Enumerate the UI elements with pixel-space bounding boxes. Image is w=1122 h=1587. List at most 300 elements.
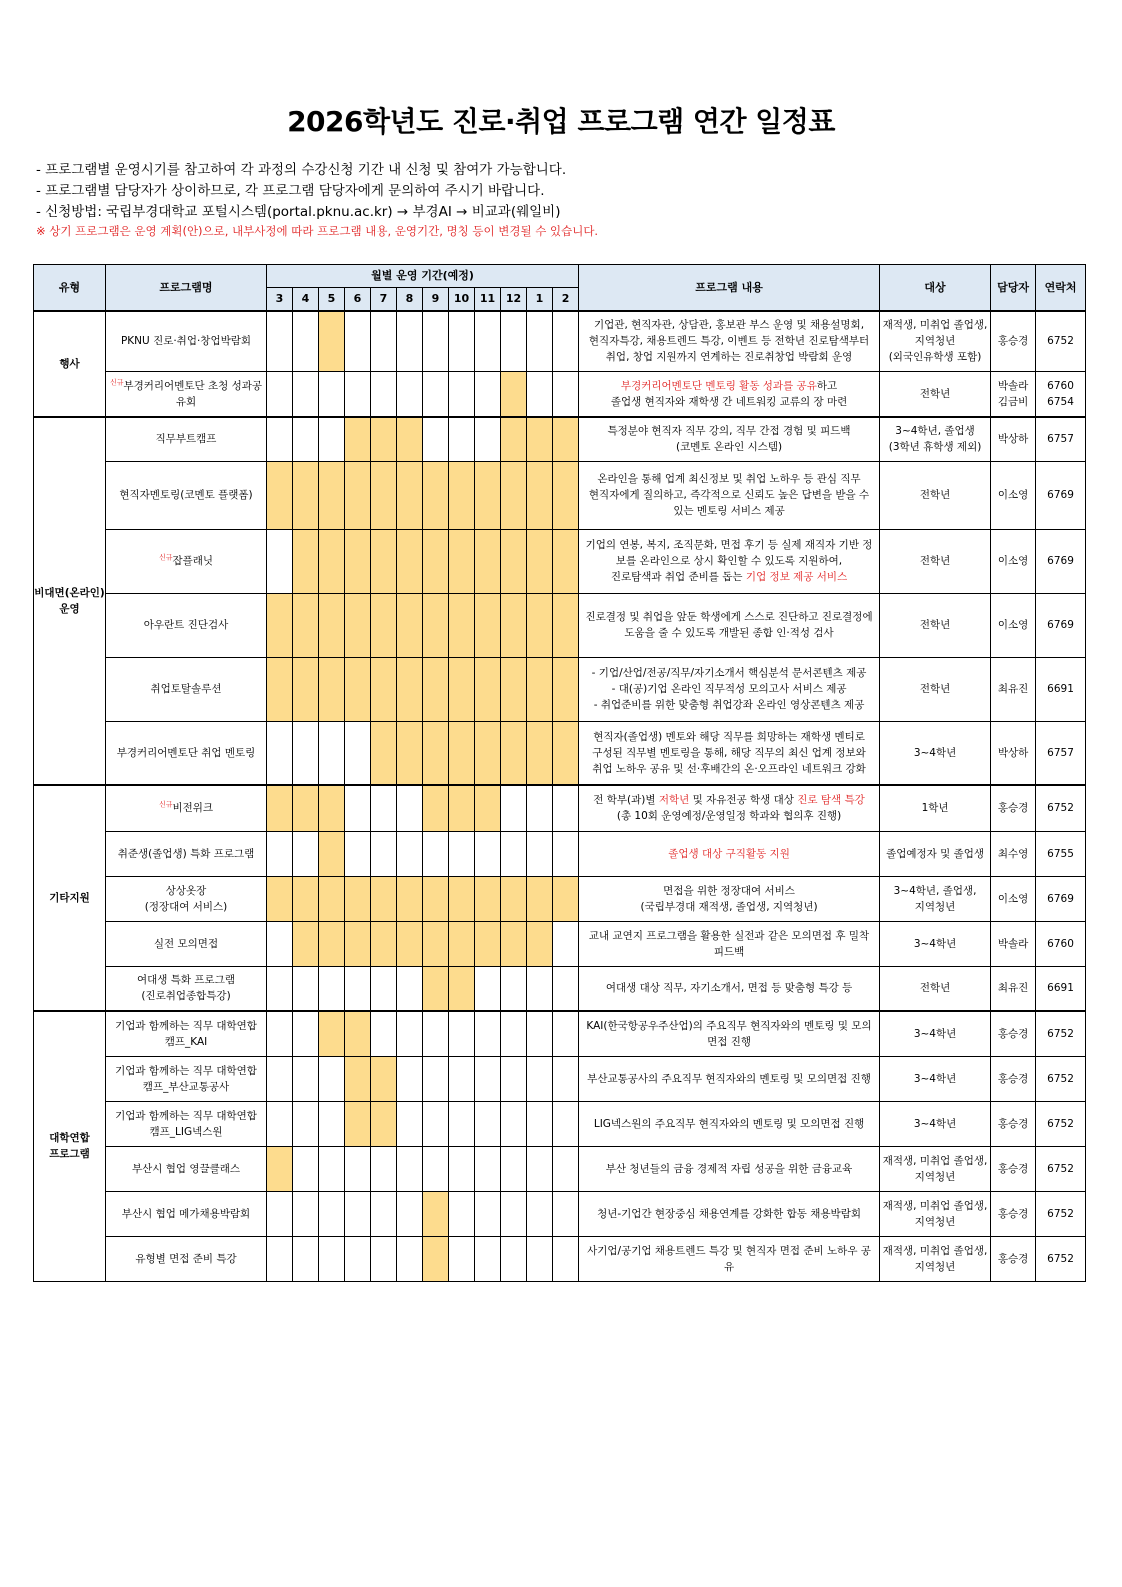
manager-cell [991,831,1036,876]
table-row [34,966,1086,1011]
month-cell-1 [527,1236,553,1281]
contact-cell [1036,311,1086,371]
month-cell-12 [501,876,527,921]
month-header-10: 10 [449,288,475,312]
program-content-cell [579,1011,880,1056]
contact-text: 6752 [1047,1027,1074,1040]
month-cell-6 [345,1101,371,1146]
month-cell-10 [449,785,475,831]
target-cell [880,921,991,966]
month-cell-10 [449,966,475,1011]
month-cell-9 [423,1101,449,1146]
manager-cell [991,876,1036,921]
month-cell-4 [293,311,319,371]
month-cell-5 [319,371,345,417]
program-name: 기업과 함께하는 직무 대학연합 [115,1109,257,1122]
contact-cell [1036,657,1086,721]
month-header-8: 8 [397,288,423,312]
manager-text: 박상하 [997,433,1029,446]
month-cell-11 [475,1236,501,1281]
month-cell-1 [527,657,553,721]
manager-cell [991,311,1036,371]
program-content-cell [579,593,880,657]
table-row [34,529,1086,593]
header-type: 유형 [34,265,106,312]
program-content-cell [579,785,880,831]
month-header-1: 1 [527,288,553,312]
manager-cell [991,1191,1036,1236]
contact-text: 6769 [1047,555,1074,567]
program-name: 기업과 함께하는 직무 대학연합 [115,1064,257,1077]
content-text: 구성된 직무별 멘토링을 통해, 해당 직무의 최신 업계 정보와 [592,746,866,759]
manager-text: 홍승경 [997,802,1029,815]
month-cell-4 [293,593,319,657]
month-cell-4 [293,1056,319,1101]
program-name-cell [106,966,267,1011]
month-cell-11 [475,966,501,1011]
month-cell-12 [501,311,527,371]
month-cell-3 [267,876,293,921]
table-row [34,785,1086,831]
contact-cell [1036,1056,1086,1101]
month-cell-1 [527,461,553,529]
month-cell-2 [553,1191,579,1236]
table-row [34,1101,1086,1146]
month-cell-6 [345,1011,371,1056]
month-cell-1 [527,831,553,876]
manager-text: 이소영 [997,489,1029,501]
target-text: (외국인유학생 포함) [888,351,982,364]
program-name: 비전위크 [172,802,214,815]
month-cell-7 [371,1056,397,1101]
program-name: 취준생(졸업생) 특화 프로그램 [117,847,255,860]
month-cell-1 [527,529,553,593]
program-name: 아우란트 진단검사 [143,619,229,631]
target-text: 전학년 [919,489,951,501]
month-cell-7 [371,876,397,921]
month-cell-8 [397,461,423,529]
manager-cell [991,529,1036,593]
month-cell-7 [371,1011,397,1056]
manager-cell [991,921,1036,966]
month-cell-12 [501,921,527,966]
month-cell-6 [345,461,371,529]
contact-cell [1036,921,1086,966]
contact-text: 6752 [1047,1117,1074,1130]
month-cell-12 [501,1191,527,1236]
contact-text: 6752 [1047,802,1074,815]
month-cell-9 [423,721,449,785]
program-content-cell [579,1056,880,1101]
manager-text: 홍승경 [997,1072,1029,1085]
manager-text: 박솔라 [997,937,1029,950]
contact-cell [1036,593,1086,657]
target-text: 재적생, 미취업 졸업생, [882,1199,988,1212]
month-cell-2 [553,785,579,831]
month-cell-9 [423,921,449,966]
month-cell-11 [475,593,501,657]
program-content-cell [579,921,880,966]
program-name: (진로취업종합특강) [141,990,231,1003]
target-text: 지역청년 [914,1260,956,1273]
contact-cell [1036,529,1086,593]
month-cell-11 [475,529,501,593]
month-cell-8 [397,593,423,657]
type-label: 행사 [59,358,80,370]
table-row [34,1191,1086,1236]
manager-cell [991,593,1036,657]
month-cell-4 [293,1236,319,1281]
month-cell-7 [371,371,397,417]
manager-text: 최수영 [997,847,1029,860]
manager-text: 홍승경 [997,1162,1029,1175]
content-text: (코멘토 온라인 시스템) [675,441,783,454]
new-badge: 신규 [158,800,173,809]
target-cell [880,1236,991,1281]
program-name-cell [106,1236,267,1281]
target-text: 지역청년 [914,1170,956,1183]
manager-text: 박상하 [997,746,1029,759]
table-row [34,461,1086,529]
month-cell-9 [423,876,449,921]
content-text: 취업, 창업 지원까지 연계하는 진로취창업 박람회 운영 [605,351,853,364]
month-cell-5 [319,461,345,529]
content-text: KAI(한국항공우주산업)의 주요직무 현직자와의 멘토링 및 모의 [586,1019,872,1032]
program-content-cell [579,876,880,921]
month-cell-6 [345,593,371,657]
month-cell-11 [475,1056,501,1101]
type-label: 기타지원 [49,892,90,904]
month-cell-12 [501,461,527,529]
month-cell-8 [397,966,423,1011]
contact-cell [1036,1011,1086,1056]
content-text: (총 10회 운영예정/운영일정 학과와 협의후 진행) [616,810,842,823]
month-cell-6 [345,785,371,831]
note-1: - 프로그램별 운영시기를 참고하여 각 과정의 수강신청 기간 내 신청 및 참여가 가능합니다. [36,162,567,178]
month-cell-10 [449,1101,475,1146]
month-cell-2 [553,1146,579,1191]
type-label: 비대면(온라인) [34,587,105,599]
month-cell-9 [423,311,449,371]
manager-text: 홍승경 [997,1117,1029,1130]
content-text: 특정분야 현직자 직무 강의, 직무 간접 경험 및 피드백 [607,425,851,438]
program-name: 유형별 면접 준비 특강 [135,1252,237,1265]
month-cell-9 [423,1146,449,1191]
content-text: - 기업/산업/전공/직무/자기소개서 핵심분석 문서콘텐츠 제공 [591,667,867,679]
month-cell-5 [319,1011,345,1056]
program-name: 여대생 특화 프로그램 [137,974,235,987]
target-cell [880,657,991,721]
content-text: 보를 온라인으로 상시 확인할 수 있도록 지원하여, [615,555,843,567]
month-cell-4 [293,721,319,785]
month-cell-9 [423,1056,449,1101]
month-cell-9 [423,417,449,461]
manager-text: 이소영 [997,555,1029,567]
month-cell-6 [345,831,371,876]
month-cell-8 [397,921,423,966]
note-2: - 프로그램별 담당자가 상이하므로, 각 프로그램 담당자에게 문의하여 주시기 바랍니다. [36,183,545,199]
month-cell-10 [449,1146,475,1191]
program-name: 취업토탈솔루션 [150,683,222,695]
program-name: 직무부트캠프 [155,433,217,446]
type-cell [34,311,106,417]
contact-cell [1036,876,1086,921]
month-cell-10 [449,1236,475,1281]
month-cell-12 [501,529,527,593]
table-row [34,1011,1086,1056]
month-cell-4 [293,831,319,876]
month-cell-12 [501,966,527,1011]
month-cell-5 [319,1146,345,1191]
highlight-text: 졸업생 대상 구직활동 지원 [668,847,790,860]
program-content-cell [579,461,880,529]
month-cell-11 [475,371,501,417]
contact-cell [1036,1236,1086,1281]
month-cell-2 [553,657,579,721]
target-text: 전학년 [919,683,951,695]
month-cell-3 [267,921,293,966]
month-cell-1 [527,876,553,921]
month-cell-4 [293,1101,319,1146]
month-cell-1 [527,593,553,657]
month-cell-10 [449,1056,475,1101]
type-cell [34,1011,106,1281]
manager-text: 박솔라 [997,379,1029,392]
month-cell-4 [293,966,319,1011]
program-name-cell [106,876,267,921]
table-row [34,593,1086,657]
month-cell-2 [553,593,579,657]
month-header-9: 9 [423,288,449,312]
month-cell-12 [501,1236,527,1281]
target-cell [880,461,991,529]
manager-text: 홍승경 [997,1027,1029,1040]
target-cell [880,1101,991,1146]
month-cell-10 [449,461,475,529]
month-cell-10 [449,831,475,876]
target-text: 3~4학년, 졸업생 [895,425,975,438]
content-text: 사기업/공기업 채용트렌드 특강 및 현직자 면접 준비 노하우 공 [587,1244,871,1257]
month-cell-11 [475,921,501,966]
manager-text: 홍승경 [997,1207,1029,1220]
new-badge: 신규 [109,378,124,387]
month-cell-9 [423,529,449,593]
month-cell-10 [449,721,475,785]
manager-cell [991,461,1036,529]
type-label: 운영 [59,603,80,615]
month-cell-6 [345,529,371,593]
header-manager: 담당자 [991,265,1036,312]
program-name-cell [106,1056,267,1101]
header-target: 대상 [880,265,991,312]
month-cell-5 [319,593,345,657]
target-cell [880,721,991,785]
contact-text: 6752 [1047,1207,1074,1220]
manager-cell [991,1056,1036,1101]
month-cell-3 [267,1011,293,1056]
month-cell-10 [449,371,475,417]
manager-cell [991,657,1036,721]
month-header-2: 2 [553,288,579,312]
month-cell-3 [267,593,293,657]
month-cell-5 [319,1191,345,1236]
month-cell-6 [345,966,371,1011]
program-name-cell [106,1011,267,1056]
contact-text: 6752 [1047,1072,1074,1085]
highlight-text: 부경커리어멘토단 멘토링 활동 성과를 공유 [620,379,817,392]
type-cell [34,785,106,1011]
target-text: 지역청년 [914,1215,956,1228]
target-text: 3~4학년, 졸업생, [893,884,977,897]
month-cell-2 [553,921,579,966]
month-cell-9 [423,1191,449,1236]
warning-note: ※ 상기 프로그램은 운영 계획(안)으로, 내부사정에 따라 프로그램 내용, 운영기간, 명칭 등이 변경될 수 있습니다. [36,224,599,238]
header-program-name: 프로그램명 [106,265,267,312]
manager-text: 최유진 [997,982,1029,995]
table-row [34,1056,1086,1101]
month-cell-8 [397,1011,423,1056]
target-text: (3학년 휴학생 제외) [888,441,982,454]
note-3: - 신청방법: 국립부경대학교 포털시스템(portal.pknu.ac.kr) → 부경AI → 비교과(웨일비) [36,204,561,220]
target-cell [880,966,991,1011]
program-content-cell [579,966,880,1011]
program-content-cell [579,529,880,593]
month-cell-1 [527,1011,553,1056]
program-name-cell [106,1146,267,1191]
month-cell-5 [319,831,345,876]
month-cell-1 [527,1146,553,1191]
month-cell-5 [319,966,345,1011]
table-row [34,311,1086,371]
schedule-table [33,264,1086,1282]
month-cell-8 [397,417,423,461]
manager-text: 이소영 [997,619,1029,631]
month-cell-6 [345,417,371,461]
manager-text: 최유진 [997,683,1029,695]
contact-text: 6769 [1047,619,1074,631]
target-text: 전학년 [919,982,951,995]
month-cell-1 [527,417,553,461]
program-name: 실전 모의면접 [153,937,219,950]
program-name-cell [106,461,267,529]
contact-text: 6757 [1047,746,1074,759]
month-cell-1 [527,1101,553,1146]
month-cell-11 [475,1011,501,1056]
month-cell-7 [371,657,397,721]
month-cell-11 [475,1146,501,1191]
month-cell-7 [371,785,397,831]
month-cell-6 [345,1056,371,1101]
program-name: 부경커리어멘토단 취업 멘토링 [116,746,256,759]
program-name: 부산시 협업 메가채용박람회 [121,1207,251,1220]
table-row [34,1146,1086,1191]
month-cell-9 [423,785,449,831]
manager-cell [991,1011,1036,1056]
month-cell-2 [553,721,579,785]
month-cell-12 [501,1101,527,1146]
month-cell-9 [423,657,449,721]
manager-cell [991,1101,1036,1146]
content-text: 현직자특강, 채용트렌드 특강, 이벤트 등 전학년 진로탐색부터 [588,335,870,348]
month-cell-9 [423,966,449,1011]
program-name-cell [106,593,267,657]
target-text: 졸업예정자 및 졸업생 [886,847,985,860]
content-text: 졸업생 현직자와 재학생 간 네트워킹 교류의 장 마련 [610,395,848,408]
month-cell-10 [449,311,475,371]
program-name-cell [106,721,267,785]
month-cell-2 [553,1056,579,1101]
program-content-cell [579,311,880,371]
table-row [34,721,1086,785]
content-text: 면접을 위한 정장대여 서비스 [663,884,795,897]
month-cell-12 [501,371,527,417]
program-content-cell [579,371,880,417]
month-cell-7 [371,417,397,461]
highlight-text: 저학년 [658,794,690,807]
month-cell-10 [449,657,475,721]
month-cell-3 [267,1236,293,1281]
month-cell-11 [475,1101,501,1146]
month-cell-7 [371,1191,397,1236]
month-cell-12 [501,785,527,831]
program-name: 부산시 협업 영끌클래스 [131,1162,241,1175]
target-text: 3~4학년 [913,1027,957,1040]
month-cell-1 [527,311,553,371]
month-cell-3 [267,966,293,1011]
type-cell [34,417,106,785]
program-content-cell [579,1146,880,1191]
month-cell-6 [345,721,371,785]
new-badge: 신규 [158,553,173,562]
target-cell [880,876,991,921]
target-text: 재적생, 미취업 졸업생, [882,1244,988,1257]
contact-text: 6752 [1047,1252,1074,1265]
program-name: (정장대여 서비스) [144,900,228,913]
month-cell-5 [319,721,345,785]
manager-text: 홍승경 [997,1252,1029,1265]
month-cell-2 [553,529,579,593]
month-cell-4 [293,921,319,966]
manager-text: 김금비 [997,395,1029,408]
contact-text: 6760 [1047,937,1074,950]
contact-cell [1036,721,1086,785]
target-cell [880,831,991,876]
target-text: 1학년 [921,802,949,815]
month-cell-12 [501,1011,527,1056]
month-cell-12 [501,831,527,876]
month-cell-4 [293,1191,319,1236]
month-cell-11 [475,876,501,921]
month-cell-6 [345,876,371,921]
month-cell-12 [501,1146,527,1191]
program-name-cell [106,417,267,461]
content-text: - 취업준비를 위한 맞춤형 취업강좌 온라인 영상콘텐츠 제공 [593,699,865,711]
manager-cell [991,417,1036,461]
table-row [34,371,1086,417]
target-text: 3~4학년 [913,1072,957,1085]
month-cell-2 [553,311,579,371]
target-text: 전학년 [919,619,951,631]
contact-text: 6760 [1047,379,1074,392]
program-name-cell [106,1191,267,1236]
month-header-12: 12 [501,288,527,312]
content-text: 도움을 줄 수 있도록 개발된 종합 인·적성 검사 [624,627,834,639]
content-text: 및 자유전공 학생 대상 [689,794,798,807]
program-name: 부경커리어멘토단 초청 성과공유회 [123,379,263,408]
month-cell-9 [423,461,449,529]
contact-text: 6769 [1047,892,1074,905]
contact-text: 6769 [1047,489,1074,501]
